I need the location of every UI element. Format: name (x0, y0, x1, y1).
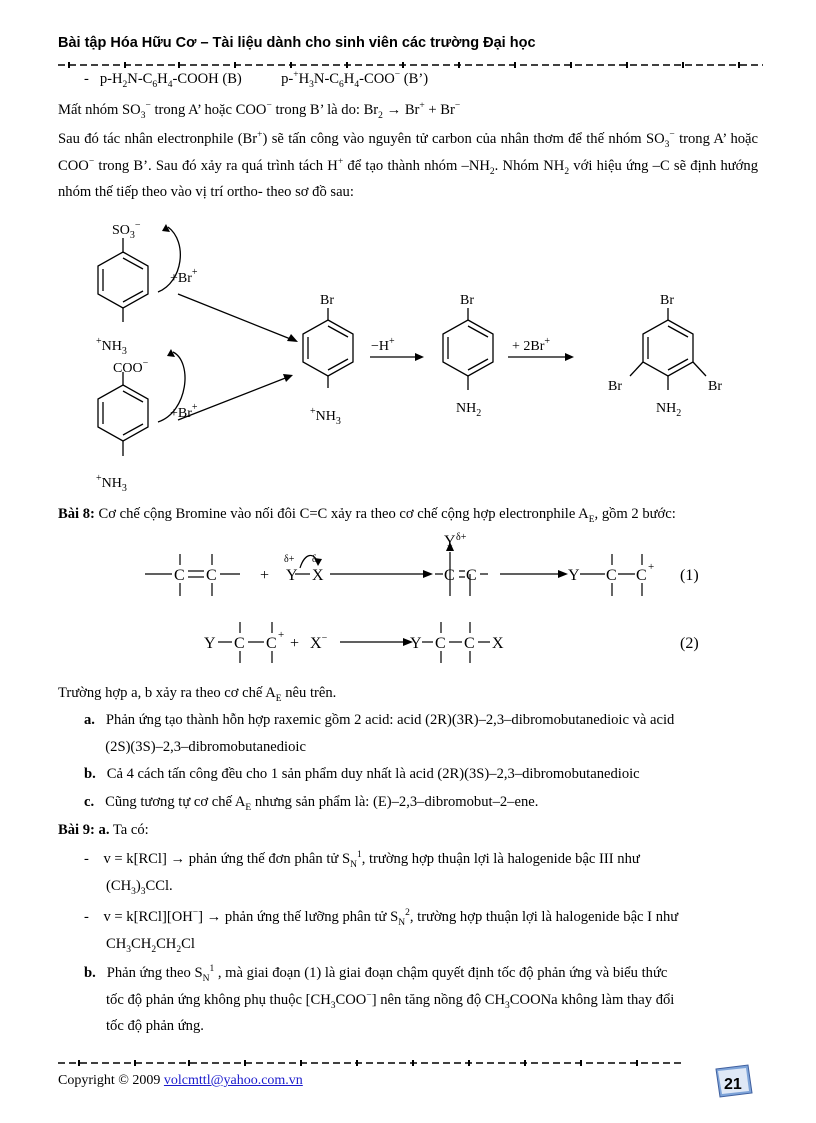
nh2-label-4: $NH_2$ (456, 401, 482, 419)
so3-label: $SO_3^-$ (112, 220, 141, 241)
bromination-scheme (58, 212, 758, 502)
bai9-item-b: b. Phản ứng theo $S_N^1$ , mà giai đoạn (1) là giai đoạn chậm quyết định tốc độ phản ứng và biểu thức tốc độ phản ứng không phụ thuộc $[CH_3COO^-]$ nên tăng nồng độ $CH_3COONa$ không làm thay đổi tốc độ phản ứng. (84, 964, 675, 1034)
bai8-intro: Bài 8: Cơ chế cộng Bromine vào nối đôi C=C xảy ra theo cơ chế cộng hợp electronphile $A_E$, gồm 2 bước: (58, 506, 676, 525)
intro-species-line: - $p-H_2N-C_6H_4$-COOH (B) $p-^+H_3N-C_6H_4-COO^-$ (B’) (84, 70, 429, 90)
page-number-badge (712, 1063, 756, 1099)
footer-email-link[interactable]: volcmttl@yahoo.com.vn (163, 1073, 303, 1088)
page-number: 21 (724, 1076, 742, 1093)
delta-plus: δ+ (284, 554, 295, 565)
step2-label: (2) (680, 635, 699, 652)
c-atom: C (444, 567, 455, 584)
page-header-title: Bài tập Hóa Hữu Cơ – Tài liệu dành cho sinh viên các trường Đại học (58, 35, 536, 51)
addition-mechanism (140, 532, 720, 667)
nh3-label-1: $^+NH_3$ (96, 336, 127, 357)
delta-minus: δ- (312, 554, 321, 565)
bai8-item-b: b. Cả 4 cách tấn công đều cho 1 sản phẩm duy nhất là acid (2R)(3S)–2,3–dibromobutanedioic (84, 766, 640, 782)
x-product: X (492, 635, 504, 652)
nh3-label-central: $^+NH_3$ (310, 406, 341, 427)
plus-sign-2: + (290, 635, 300, 652)
x-reagent: X (312, 567, 324, 584)
nh3-label-2: $^+NH_3$ (96, 473, 127, 494)
bai8-item-c: c. Cũng tương tự cơ chế $A_E$ nhưng sản phẩm là: (E)–2,3–dibromobut–2–ene. (84, 794, 539, 813)
x-anion: X− (310, 633, 328, 652)
coo-label: COO− (113, 358, 149, 376)
c-atom: C (435, 635, 446, 652)
y-carbocation: Y (568, 567, 580, 584)
c-atom: C (606, 567, 617, 584)
bai9-intro: Bài 9: a. Ta có: (58, 822, 149, 838)
c-atom: C (234, 635, 245, 652)
intro-paragraph: Sau đó tác nhân electronphile (Br+) sẽ tấn công vào nguyên tử carbon của nhân thơm để thế nhóm $SO_3^-$ trong A’ hoặc COO− trong B’. Sau đó xảy ra quá trình tách H+ để tạo thành nhóm $-NH_2$. Nhóm $NH_2$ với hiệu ứng –C sẽ định hướng nhóm thế tiếp theo vào vị trí ortho- theo sơ đồ sau: (58, 130, 759, 200)
y-step2: Y (204, 635, 216, 652)
plus-sign: + (260, 567, 270, 584)
y-reagent: Y (286, 567, 298, 584)
br-label-central: Br (320, 293, 334, 308)
footer-copyright: Copyright © 2009 volcmttl@yahoo.com.vn (58, 1073, 303, 1088)
bai8-cases: Trường hợp a, b xảy ra theo cơ chế $A_E$ nêu trên. (58, 685, 337, 704)
step1-label: (1) (680, 567, 699, 584)
c-atom: C (466, 567, 477, 584)
c-atom: C (464, 635, 475, 652)
br-label-5-right: Br (708, 379, 722, 394)
intro-loss-line: Mất nhóm $SO_3^-$ trong A’ hoặc COO− trong B’ là do: $Br_2 \to Br^+ + Br^-$ (58, 101, 461, 121)
br-label-4: Br (460, 293, 474, 308)
br-plus-label-1: +Br+ (170, 267, 198, 286)
br-plus-label-2: +Br+ (170, 402, 198, 421)
nh2-label-5: $NH_2$ (656, 401, 682, 419)
header-divider (58, 62, 763, 68)
carbocation-charge: + (648, 561, 655, 573)
c-atom: C (636, 567, 647, 584)
c-atom: C (174, 567, 185, 584)
bai8-item-a: a. Phản ứng tạo thành hỗn hợp raxemic gồm 2 acid: acid (2R)(3R)–2,3–dibromobutanedioic và acid (2S)(3S)–2,3–dibromobutanedioic (84, 712, 675, 755)
c-atom: C (266, 635, 277, 652)
y-product: Y (410, 635, 422, 652)
br-label-5-left: Br (608, 379, 622, 394)
bai9-rate-2: - v = k[RCl][OH−] → phản ứng thế lưỡng phân tử $S_N^2$, trường hợp thuận lợi là halogenide bậc I như $CH_3CH_2CH_2Cl$ (84, 908, 679, 955)
minus-h-label: −H+ (371, 336, 395, 354)
bai9-rate-1: - v = k[RCl] → phản ứng thế đơn phân tử $S_N^1$, trường hợp thuận lợi là halogenide bậc III như $(CH_3)_3CCl$. (84, 850, 640, 897)
carbocation-charge-2: + (278, 629, 285, 641)
footer-divider (58, 1060, 683, 1066)
y-complex: Y (444, 533, 456, 550)
c-atom: C (206, 567, 217, 584)
delta-plus-complex: δ+ (456, 532, 467, 543)
plus-2br-label: + 2Br+ (512, 336, 551, 354)
br-label-5-top: Br (660, 293, 674, 308)
